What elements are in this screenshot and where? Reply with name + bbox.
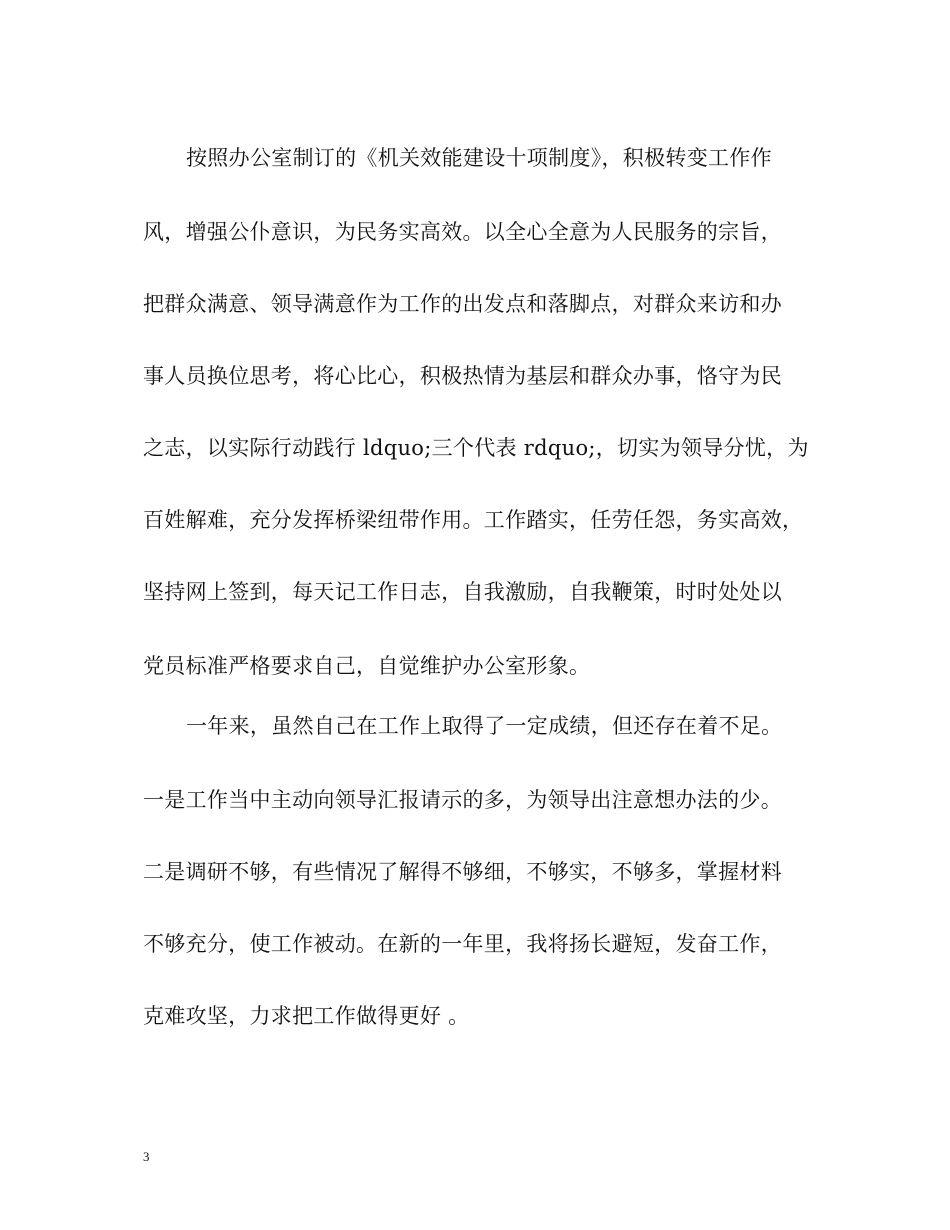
paragraph-line: 把群众满意、领导满意作为工作的出发点和落脚点，对群众来访和办	[143, 292, 782, 316]
paragraph-line: 一年来，虽然自己在工作上取得了一定成绩，但还存在着不足。	[186, 714, 783, 738]
paragraph-line: 一是工作当中主动向领导汇报请示的多，为领导出注意想办法的少。	[143, 788, 782, 812]
paragraph-line: 事人员换位思考，将心比心，积极热情为基层和群众办事，恪守为民	[143, 364, 782, 388]
paragraph-line: 克难攻坚，力求把工作做得更好 。	[143, 1004, 470, 1028]
paragraph-line: 风，增强公仆意识，为民务实高效。以全心全意为人民服务的宗旨，	[143, 220, 782, 244]
paragraph-line: 按照办公室制订的《机关效能建设十项制度》，积极转变工作作	[186, 146, 772, 170]
paragraph-line: 二是调研不够，有些情况了解得不够细，不够实，不够多，掌握材料	[143, 860, 782, 884]
paragraph-line: 百姓解难，充分发挥桥梁纽带作用。工作踏实，任劳任怨，务实高效，	[143, 508, 804, 532]
paragraph-line: 坚持网上签到，每天记工作日志，自我激励，自我鞭策，时时处处以	[143, 580, 782, 604]
paragraph-line: 党员标准严格要求自己，自觉维护办公室形象。	[143, 654, 591, 678]
page-number: 3	[143, 1149, 150, 1164]
paragraph-line: 不够充分，使工作被动。在新的一年里，我将扬长避短，发奋工作，	[143, 932, 782, 956]
paragraph-line: 之志，以实际行动践行 ldquo;三个代表 rdquo;，切实为领导分忧，为	[143, 436, 809, 460]
